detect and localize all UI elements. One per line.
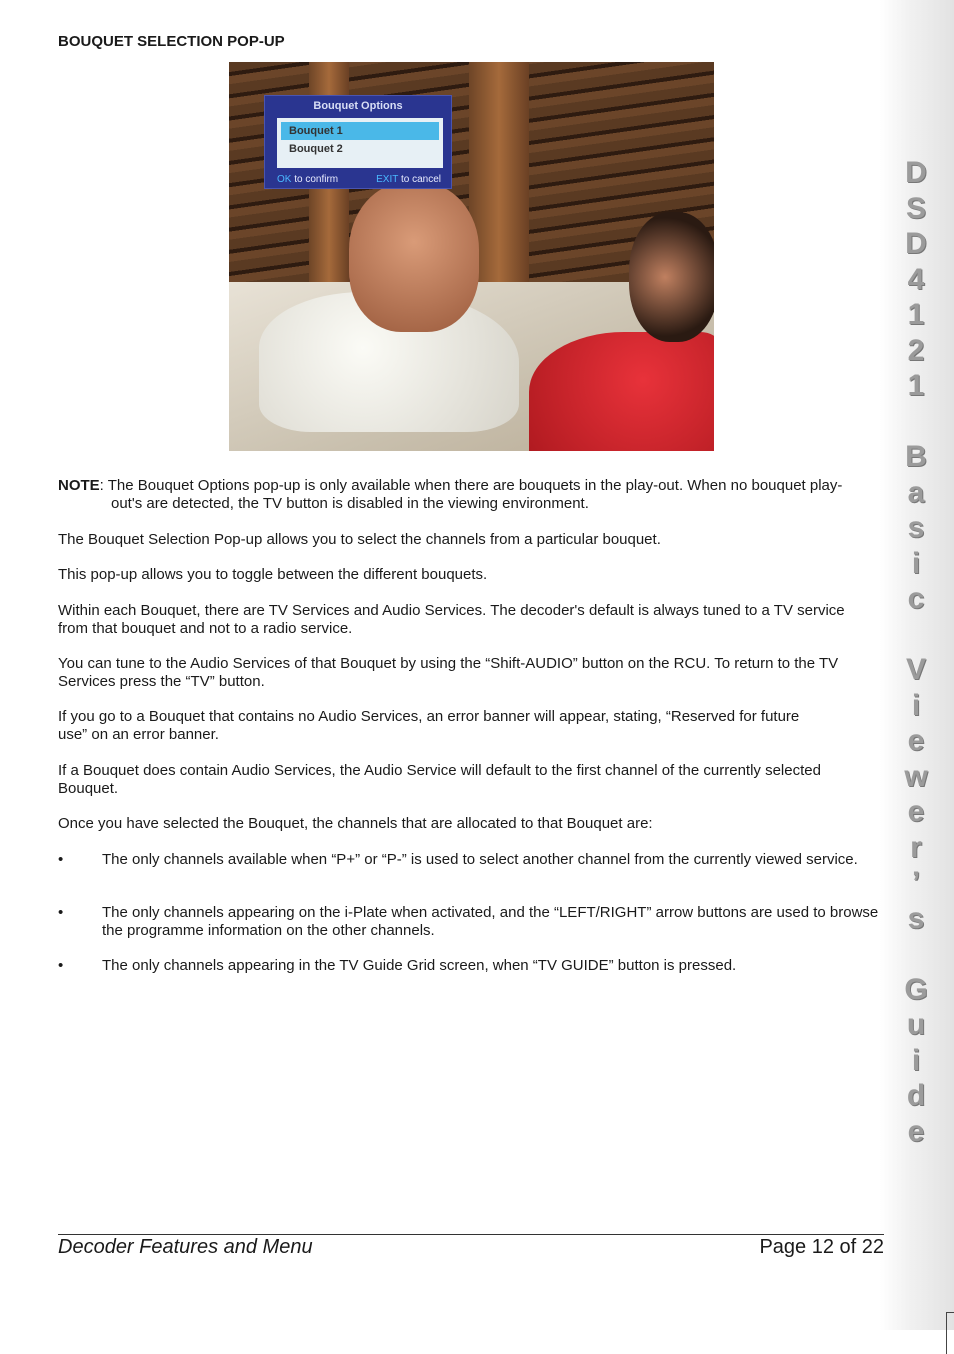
side-title-letter: 1 bbox=[907, 298, 925, 331]
side-title-letter: a bbox=[907, 475, 925, 509]
side-title-letter: G bbox=[904, 972, 928, 1006]
side-title-letter: i bbox=[911, 546, 921, 580]
side-title-letter: 1 bbox=[907, 369, 925, 402]
footer-page-number: Page 12 of 22 bbox=[759, 1236, 884, 1258]
ok-text: to confirm bbox=[291, 174, 339, 185]
paragraph: This pop-up allows you to toggle between the different bouquets. bbox=[58, 566, 488, 583]
bouquet-item-1[interactable]: Bouquet 1 bbox=[281, 122, 439, 140]
footer-divider bbox=[58, 1234, 884, 1235]
bullet-icon: • bbox=[58, 904, 64, 921]
note-text: : The Bouquet Options pop-up is only available when there are bouquets in the play-out. When no bouquet play-out's are detected, the TV button is disabled in the viewing environment. bbox=[99, 477, 843, 512]
footer-section: Decoder Features and Menu bbox=[58, 1236, 313, 1258]
paragraph: Within each Bouquet, there are TV Services and Audio Services. The decoder's default is always tuned to a TV service from that bouquet and not to a radio service. bbox=[58, 602, 845, 637]
tv-screenshot-photo bbox=[229, 62, 714, 451]
section-heading: BOUQUET SELECTION POP-UP bbox=[58, 33, 285, 50]
side-title-letter: 4 bbox=[907, 262, 925, 296]
note-label: NOTE bbox=[58, 477, 100, 494]
side-title-letter: 2 bbox=[907, 333, 925, 367]
side-title-letter: D bbox=[905, 156, 927, 189]
side-title-letter: d bbox=[906, 1079, 926, 1112]
note bbox=[58, 477, 868, 513]
bouquet-item-2[interactable]: Bouquet 2 bbox=[289, 143, 343, 155]
paragraph: The Bouquet Selection Pop-up allows you to select the channels from a particular bouquet. bbox=[58, 531, 661, 548]
side-title-letter: S bbox=[905, 191, 926, 225]
side-title-letter: e bbox=[907, 724, 925, 757]
bouquet-options-popup bbox=[264, 95, 452, 189]
side-title bbox=[903, 155, 929, 1149]
bullet-icon: • bbox=[58, 957, 64, 974]
side-title-letter: u bbox=[906, 1008, 926, 1041]
side-title-letter: e bbox=[907, 1114, 925, 1148]
side-title-letter: V bbox=[905, 653, 926, 686]
side-title-letter: c bbox=[907, 582, 925, 615]
bouquet-list bbox=[277, 118, 443, 168]
page-corner bbox=[946, 1312, 954, 1354]
side-title-letter: B bbox=[905, 440, 927, 473]
side-title-letter: ’ bbox=[911, 866, 921, 899]
side-title-letter: D bbox=[905, 227, 927, 260]
side-title-letter: s bbox=[907, 511, 925, 544]
side-title-letter: w bbox=[904, 759, 928, 793]
paragraph: Once you have selected the Bouquet, the channels that are allocated to that Bouquet are: bbox=[58, 815, 653, 832]
paragraph: You can tune to the Audio Services of that Bouquet by using the “Shift-AUDIO” button on the RCU. To return to the TV Services press the “TV” button. bbox=[58, 655, 839, 690]
paragraph: If you go to a Bouquet that contains no Audio Services, an error banner will appear, stating, “Reserved for future use” on an error banner. bbox=[58, 708, 800, 743]
side-title-letter: i bbox=[911, 688, 921, 722]
ok-key: OK bbox=[277, 174, 292, 185]
bullet-icon: • bbox=[58, 851, 64, 868]
exit-key: EXIT bbox=[376, 174, 399, 185]
side-title-letter: i bbox=[911, 1043, 921, 1077]
exit-text: to cancel bbox=[398, 174, 441, 185]
side-title-letter: e bbox=[907, 795, 925, 828]
paragraph: If a Bouquet does contain Audio Services, the Audio Service will default to the first channel of the currently selected Bouquet. bbox=[58, 762, 821, 797]
side-title-letter: s bbox=[907, 901, 925, 935]
popup-footer bbox=[265, 174, 451, 185]
popup-title: Bouquet Options bbox=[313, 100, 403, 112]
side-title-letter: r bbox=[910, 830, 922, 864]
